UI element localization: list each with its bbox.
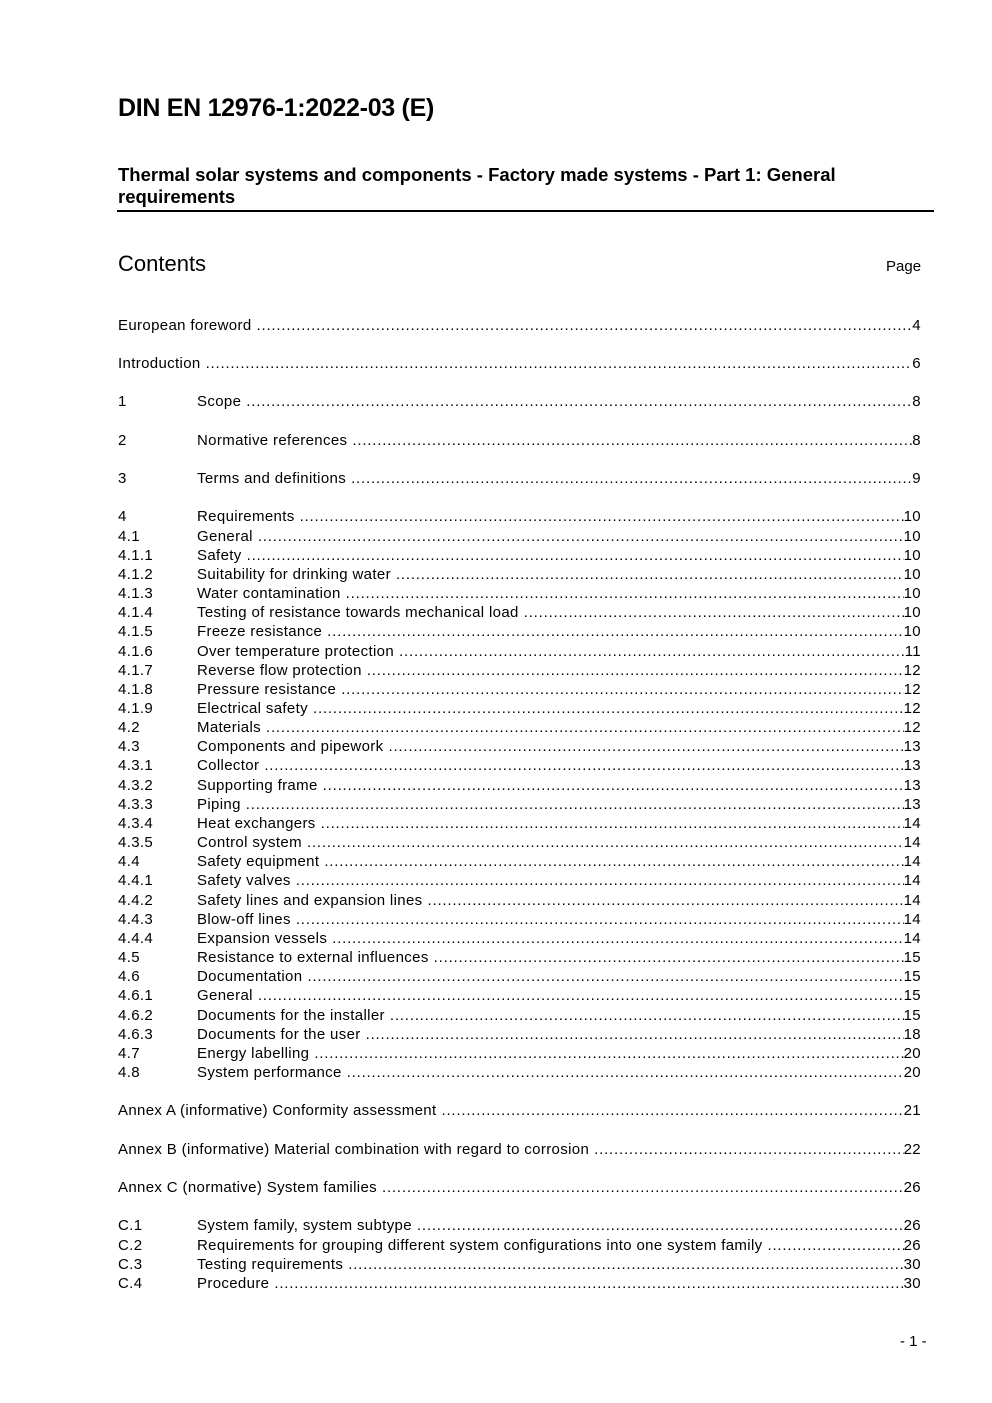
toc-entry[interactable] <box>118 527 921 546</box>
toc-dot-leader <box>246 795 904 814</box>
toc-dot-leader <box>206 354 913 373</box>
toc-dot-leader <box>396 565 904 584</box>
toc-entry-page: 15 <box>903 987 921 1004</box>
toc-dot-leader <box>314 1044 903 1063</box>
toc-entry-title: Electrical safety <box>197 700 308 717</box>
toc-entry-number: C.2 <box>118 1237 143 1254</box>
toc-entry-page: 6 <box>912 355 921 372</box>
toc-entry-number: 4.1.3 <box>118 585 154 602</box>
toc-entry[interactable] <box>118 661 921 680</box>
toc-entry-page: 15 <box>903 968 921 985</box>
toc-entry-number: 4.1.6 <box>118 643 154 660</box>
toc-entry-number: C.1 <box>118 1217 143 1234</box>
toc-dot-leader <box>367 661 904 680</box>
toc-entry[interactable] <box>118 680 921 699</box>
toc-dot-leader <box>324 852 903 871</box>
toc-entry-title: General <box>197 987 253 1004</box>
toc-dot-leader <box>296 871 904 890</box>
toc-entry-title: Normative references <box>197 432 348 449</box>
toc-entry-number: 4.3.4 <box>118 815 154 832</box>
toc-entry[interactable] <box>118 546 921 565</box>
toc-dot-leader <box>307 967 903 986</box>
toc-entry[interactable] <box>118 795 921 814</box>
toc-entry[interactable] <box>118 1006 921 1025</box>
toc-dot-leader <box>257 316 913 335</box>
toc-entry-page: 12 <box>903 700 921 717</box>
toc-entry-page: 13 <box>903 757 921 774</box>
toc-entry[interactable] <box>118 603 921 622</box>
toc-dot-leader <box>351 469 912 488</box>
toc-entry-title: Safety equipment <box>197 853 320 870</box>
toc-entry-title: System performance <box>197 1064 342 1081</box>
toc-entry[interactable] <box>118 1101 921 1120</box>
toc-entry-number: 4.2 <box>118 719 140 736</box>
toc-entry[interactable] <box>118 507 921 526</box>
toc-dot-leader <box>307 833 904 852</box>
toc-entry-number: 4.4.2 <box>118 892 154 909</box>
toc-entry-title: Annex C (normative) System families <box>118 1179 377 1196</box>
toc-entry-number: 4.7 <box>118 1045 140 1062</box>
page-column-heading: Page <box>886 258 922 275</box>
toc-dot-leader <box>264 756 903 775</box>
toc-entry-number: 4.3.2 <box>118 777 154 794</box>
toc-entry[interactable] <box>118 776 921 795</box>
toc-entry[interactable] <box>118 642 921 661</box>
toc-entry-page: 9 <box>912 470 921 487</box>
toc-entry-number: 4.6.1 <box>118 987 154 1004</box>
toc-entry-title: Introduction <box>118 355 201 372</box>
toc-dot-leader <box>347 1063 904 1082</box>
toc-dot-leader <box>247 546 904 565</box>
toc-dot-leader <box>274 1274 903 1293</box>
toc-entry-number: 4.6.3 <box>118 1026 154 1043</box>
toc-entry-page: 14 <box>903 892 921 909</box>
toc-entry-title: Over temperature protection <box>197 643 395 660</box>
document-id: DIN EN 12976-1:2022-03 (E) <box>118 94 434 122</box>
contents-heading: Contents <box>118 251 207 276</box>
toc-entry-title: European foreword <box>118 317 252 334</box>
toc-entry-title: General <box>197 528 253 545</box>
toc-dot-leader <box>341 680 903 699</box>
toc-entry[interactable] <box>118 1178 921 1197</box>
document-title: Thermal solar systems and components - Factory made systems - Part 1: General requirements <box>118 164 836 207</box>
toc-entry-number: 4.5 <box>118 949 140 966</box>
toc-entry-number: 4.3.5 <box>118 834 154 851</box>
toc-entry-title: Safety valves <box>197 872 291 889</box>
toc-entry-page: 30 <box>903 1256 921 1273</box>
toc-entry-page: 30 <box>903 1275 921 1292</box>
toc-entry-title: Piping <box>197 796 241 813</box>
toc-entry-title: Documents for the user <box>197 1026 361 1043</box>
toc-entry-title: Water contamination <box>197 585 341 602</box>
toc-entry-number: C.3 <box>118 1256 143 1273</box>
toc-entry-number: 4.1.2 <box>118 566 154 583</box>
toc-entry[interactable] <box>118 929 921 948</box>
toc-entry-title: Annex A (informative) Conformity assessment <box>118 1102 437 1119</box>
toc-dot-leader <box>332 929 903 948</box>
toc-entry[interactable] <box>118 392 921 411</box>
toc-entry-page: 14 <box>903 815 921 832</box>
toc-entry[interactable] <box>118 1140 921 1159</box>
toc-dot-leader <box>524 603 904 622</box>
toc-entry-page: 14 <box>903 834 921 851</box>
toc-entry-page: 14 <box>903 853 921 870</box>
toc-entry-number: 4.4 <box>118 853 140 870</box>
toc-entry-number: 4 <box>118 508 127 525</box>
toc-entry[interactable] <box>118 622 921 641</box>
toc-entry-number: 4.1.5 <box>118 623 154 640</box>
toc-dot-leader <box>352 431 912 450</box>
toc-entry-title: Reverse flow protection <box>197 662 362 679</box>
toc-entry[interactable] <box>118 354 921 373</box>
toc-entry-title: Freeze resistance <box>197 623 323 640</box>
toc-entry-title: Requirements <box>197 508 295 525</box>
toc-entry-title: Materials <box>197 719 261 736</box>
toc-entry[interactable] <box>118 1255 921 1274</box>
toc-dot-leader <box>382 1178 904 1197</box>
toc-entry-title: Suitability for drinking water <box>197 566 391 583</box>
toc-dot-leader <box>348 1255 903 1274</box>
toc-entry-title: Procedure <box>197 1275 270 1292</box>
toc-entry[interactable] <box>118 1216 921 1235</box>
toc-entry[interactable] <box>118 1274 921 1293</box>
toc-entry[interactable] <box>118 891 921 910</box>
toc-entry-number: 2 <box>118 432 127 449</box>
toc-entry-title: Safety lines and expansion lines <box>197 892 423 909</box>
toc-entry-page: 10 <box>903 585 921 602</box>
toc-entry-page: 4 <box>912 317 921 334</box>
toc-dot-leader <box>296 910 904 929</box>
toc-entry-page: 12 <box>903 662 921 679</box>
toc-entry-number: 4.4.1 <box>118 872 154 889</box>
toc-dot-leader <box>390 1006 904 1025</box>
toc-entry-page: 21 <box>903 1102 921 1119</box>
toc-entry-page: 14 <box>903 911 921 928</box>
toc-dot-leader <box>366 1025 904 1044</box>
toc-entry-page: 10 <box>903 508 921 525</box>
toc-entry-title: Scope <box>197 393 242 410</box>
toc-entry[interactable] <box>118 833 921 852</box>
toc-entry-title: Collector <box>197 757 260 774</box>
toc-entry-page: 14 <box>903 930 921 947</box>
toc-entry[interactable] <box>118 852 921 871</box>
toc-entry[interactable] <box>118 756 921 775</box>
toc-entry-number: 4.6 <box>118 968 140 985</box>
toc-entry-number: 4.1.7 <box>118 662 154 679</box>
toc-entry[interactable] <box>118 737 921 756</box>
toc-dot-leader <box>442 1101 904 1120</box>
toc-entry-title: Pressure resistance <box>197 681 337 698</box>
toc-entry-number: 4.3 <box>118 738 140 755</box>
toc-entry-title: Annex B (informative) Material combination with regard to corrosion <box>118 1141 590 1158</box>
toc-entry-number: 4.1 <box>118 528 140 545</box>
toc-entry-title: Heat exchangers <box>197 815 316 832</box>
table-of-contents <box>118 0 921 1403</box>
toc-dot-leader <box>389 737 904 756</box>
toc-entry-page: 10 <box>903 604 921 621</box>
toc-entry-title: Control system <box>197 834 302 851</box>
toc-entry[interactable] <box>118 584 921 603</box>
toc-dot-leader <box>321 814 904 833</box>
toc-dot-leader <box>428 891 904 910</box>
toc-entry-page: 14 <box>903 872 921 889</box>
toc-entry-number: 4.6.2 <box>118 1007 154 1024</box>
toc-entry-page: 8 <box>912 432 921 449</box>
toc-dot-leader <box>300 507 904 526</box>
toc-entry-number: 4.8 <box>118 1064 140 1081</box>
toc-entry-title: Terms and definitions <box>197 470 347 487</box>
toc-entry-page: 13 <box>903 796 921 813</box>
toc-entry-page: 26 <box>903 1217 921 1234</box>
toc-dot-leader <box>266 718 904 737</box>
toc-entry[interactable] <box>118 431 921 450</box>
toc-entry[interactable] <box>118 718 921 737</box>
toc-entry-page: 18 <box>903 1026 921 1043</box>
toc-entry[interactable] <box>118 699 921 718</box>
toc-entry-page: 13 <box>903 777 921 794</box>
toc-entry-page: 15 <box>903 1007 921 1024</box>
toc-dot-leader <box>434 948 904 967</box>
toc-entry-number: 4.1.1 <box>118 547 154 564</box>
toc-entry-number: 4.1.4 <box>118 604 154 621</box>
toc-entry-page: 10 <box>903 547 921 564</box>
toc-entry[interactable] <box>118 967 921 986</box>
toc-entry-title: Testing requirements <box>197 1256 344 1273</box>
toc-entry[interactable] <box>118 1236 921 1255</box>
toc-dot-leader <box>399 642 905 661</box>
toc-entry-page: 12 <box>903 681 921 698</box>
toc-entry-title: Expansion vessels <box>197 930 328 947</box>
toc-entry-title: Requirements for grouping different system configurations into one system family <box>197 1237 763 1254</box>
toc-entry-page: 12 <box>903 719 921 736</box>
toc-entry-page: 10 <box>903 623 921 640</box>
toc-entry[interactable] <box>118 1063 921 1082</box>
toc-entry-page: 22 <box>903 1141 921 1158</box>
toc-entry[interactable] <box>118 910 921 929</box>
toc-dot-leader <box>258 986 904 1005</box>
toc-entry-page: 20 <box>903 1064 921 1081</box>
toc-entry-number: 4.4.4 <box>118 930 154 947</box>
toc-entry-number: 4.1.9 <box>118 700 154 717</box>
toc-dot-leader <box>323 776 904 795</box>
toc-entry-number: 1 <box>118 393 127 410</box>
toc-dot-leader <box>594 1140 903 1159</box>
toc-entry-title: Documentation <box>197 968 303 985</box>
toc-entry[interactable] <box>118 986 921 1005</box>
toc-entry[interactable] <box>118 948 921 967</box>
toc-entry[interactable] <box>118 469 921 488</box>
toc-entry-page: 26 <box>903 1237 921 1254</box>
toc-entry-title: Resistance to external influences <box>197 949 429 966</box>
toc-dot-leader <box>327 622 903 641</box>
toc-entry-page: 10 <box>903 528 921 545</box>
toc-entry[interactable] <box>118 871 921 890</box>
toc-entry-page: 13 <box>903 738 921 755</box>
toc-entry-title: Safety <box>197 547 242 564</box>
toc-entry-page: 11 <box>904 643 921 660</box>
toc-entry-number: 3 <box>118 470 127 487</box>
toc-entry[interactable] <box>118 1044 921 1063</box>
toc-entry-title: Energy labelling <box>197 1045 310 1062</box>
toc-entry-title: System family, system subtype <box>197 1217 412 1234</box>
toc-entry[interactable] <box>118 1025 921 1044</box>
toc-dot-leader <box>417 1216 904 1235</box>
toc-entry[interactable] <box>118 565 921 584</box>
toc-entry-number: 4.4.3 <box>118 911 154 928</box>
toc-dot-leader <box>346 584 904 603</box>
toc-dot-leader <box>313 699 904 718</box>
toc-entry-page: 10 <box>903 566 921 583</box>
toc-entry-title: Testing of resistance towards mechanical load <box>197 604 519 621</box>
toc-dot-leader <box>258 527 904 546</box>
toc-entry-page: 26 <box>903 1179 921 1196</box>
toc-entry-number: 4.1.8 <box>118 681 154 698</box>
toc-entry-title: Documents for the installer <box>197 1007 385 1024</box>
toc-dot-leader <box>246 392 912 411</box>
toc-entry-page: 20 <box>903 1045 921 1062</box>
toc-entry-number: 4.3.1 <box>118 757 154 774</box>
toc-entry-title: Blow-off lines <box>197 911 291 928</box>
toc-entry-title: Supporting frame <box>197 777 318 794</box>
toc-entry-number: C.4 <box>118 1275 143 1292</box>
toc-entry-number: 4.3.3 <box>118 796 154 813</box>
toc-entry-title: Components and pipework <box>197 738 384 755</box>
toc-entry[interactable] <box>118 316 921 335</box>
toc-dot-leader <box>767 1236 903 1255</box>
page-number: - 1 - <box>900 1333 927 1350</box>
toc-entry-page: 15 <box>903 949 921 966</box>
toc-entry-page: 8 <box>912 393 921 410</box>
toc-entry[interactable] <box>118 814 921 833</box>
